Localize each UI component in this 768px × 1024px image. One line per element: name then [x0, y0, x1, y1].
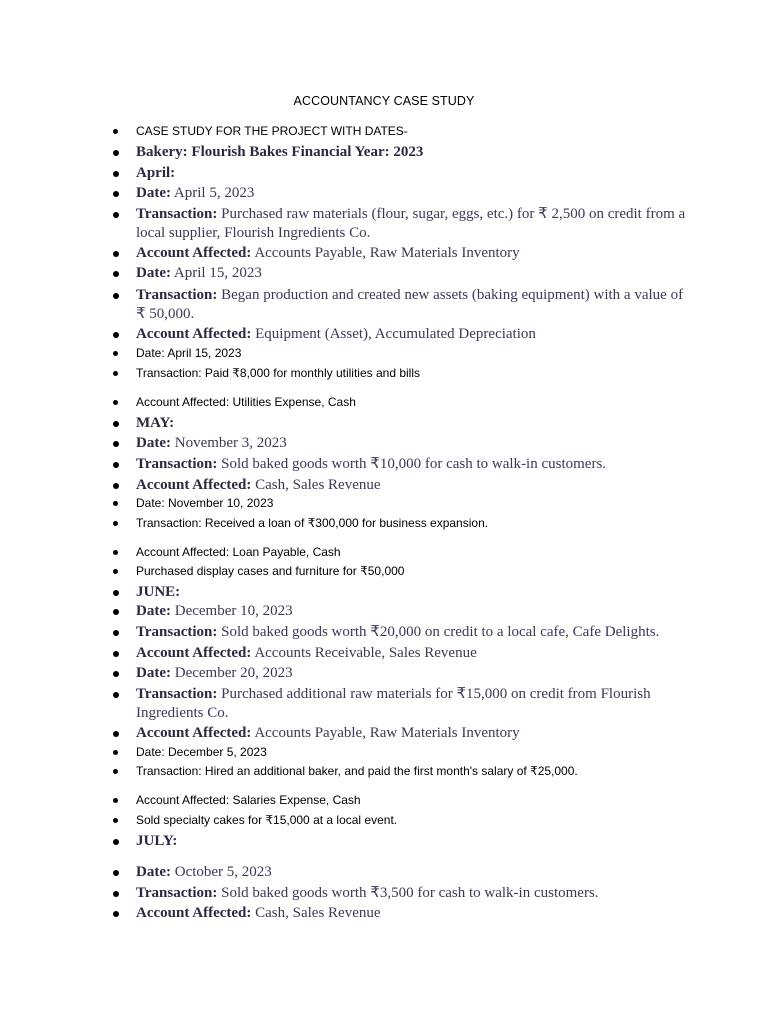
- list-item-label: Account Affected:: [136, 725, 252, 741]
- list-item-value: December 10, 2023: [170, 603, 293, 619]
- list-item-value: Sold baked goods worth ₹20,000 on credit to a local cafe, Cafe Delights.: [217, 624, 660, 640]
- bullet-icon: [113, 332, 119, 338]
- list-item-text: [136, 832, 696, 851]
- list-item-text: [136, 583, 696, 602]
- list-item-text: [136, 164, 696, 183]
- list-item-text: [136, 414, 696, 433]
- list-item-value: Date: April 15, 2023: [136, 346, 242, 360]
- bullet-icon: [113, 911, 119, 917]
- list-item-text: [136, 564, 696, 579]
- list-item-label: Date:: [136, 665, 171, 681]
- list-item-label: Account Affected:: [136, 326, 252, 342]
- list-item-value: Accounts Receivable, Sales Revenue: [251, 645, 477, 661]
- list-item-text: [136, 143, 696, 162]
- list-item-label: Transaction:: [136, 686, 218, 702]
- bullet-icon: [113, 293, 119, 299]
- list-item-value: Date: December 5, 2023: [136, 745, 267, 759]
- list-item-label: Transaction:: [136, 206, 218, 222]
- bullet-icon: [113, 251, 119, 257]
- list-item-label: Account Affected:: [136, 477, 252, 493]
- list-item-value: Purchased additional raw materials for ₹15,000 on credit from Flourish Ingredients Co.: [136, 686, 651, 721]
- list-item-value: Transaction: Hired an additional baker, and paid the first month's salary of ₹25,000.: [136, 764, 578, 778]
- list-item-label: Transaction:: [136, 885, 218, 901]
- list-item-text: [136, 863, 696, 882]
- list-item-value: Equipment (Asset), Accumulated Depreciation: [251, 326, 536, 342]
- list-item-value: Purchased display cases and furniture for ₹50,000: [136, 564, 405, 578]
- list-item-label: Transaction:: [136, 456, 218, 472]
- list-item-value: Sold baked goods worth ₹3,500 for cash to walk-in customers.: [217, 885, 599, 901]
- list-item-label: JULY:: [136, 833, 178, 849]
- bullet-icon: [113, 731, 119, 737]
- list-item-value: October 5, 2023: [170, 864, 272, 880]
- bullet-icon: [113, 798, 118, 803]
- list-item-value: Accounts Payable, Raw Materials Inventory: [251, 245, 520, 261]
- list-item-text: [136, 644, 696, 663]
- list-item-text: [136, 205, 696, 243]
- list-item-value: Cash, Sales Revenue: [251, 905, 381, 921]
- list-item-label: Date:: [136, 265, 171, 281]
- list-item-label: JUNE:: [136, 584, 181, 600]
- list-item-label: Date:: [136, 864, 171, 880]
- list-item-value: Transaction: Paid ₹8,000 for monthly utilities and bills: [136, 366, 420, 380]
- bullet-icon: [113, 870, 119, 876]
- list-item-text: [136, 184, 696, 203]
- bullet-icon: [113, 750, 118, 755]
- list-item-label: Date:: [136, 185, 171, 201]
- list-item-text: [136, 264, 696, 283]
- bullet-icon: [113, 271, 119, 277]
- list-item-text: [136, 602, 696, 621]
- bullet-icon: [113, 839, 119, 845]
- bullet-icon: [113, 891, 119, 897]
- list-item-label: Date:: [136, 435, 171, 451]
- bullet-icon: [113, 421, 119, 427]
- list-item-label: Account Affected:: [136, 245, 252, 261]
- list-item-text: [136, 516, 696, 531]
- list-item-value: Purchased raw materials (flour, sugar, eggs, etc.) for ₹ 2,500 on credit from a local supplier, Flourish Ingredients Co.: [136, 206, 686, 241]
- list-item-text: [136, 366, 696, 381]
- bullet-icon: [113, 150, 119, 156]
- list-item-text: [136, 476, 696, 495]
- list-item-text: [136, 545, 696, 560]
- list-item-label: Transaction:: [136, 624, 218, 640]
- list-item-label: April:: [136, 165, 176, 181]
- list-item-value: April 15, 2023: [170, 265, 262, 281]
- bullet-icon: [113, 171, 119, 177]
- list-item-text: [136, 395, 696, 410]
- list-item-value: Accounts Payable, Raw Materials Inventory: [251, 725, 520, 741]
- list-item-text: [136, 124, 696, 139]
- list-item-text: [136, 685, 696, 723]
- list-item-value: December 20, 2023: [170, 665, 293, 681]
- bullet-icon: [113, 590, 119, 596]
- list-item-text: [136, 745, 696, 760]
- list-item-value: Account Affected: Utilities Expense, Cash: [136, 395, 356, 409]
- list-item-value: CASE STUDY FOR THE PROJECT WITH DATES-: [136, 124, 408, 138]
- list-item-label: Account Affected:: [136, 645, 252, 661]
- bullet-icon: [113, 191, 119, 197]
- bullet-icon: [113, 550, 118, 555]
- list-item-text: [136, 904, 696, 923]
- list-item-label: Date:: [136, 603, 171, 619]
- list-item-value: Account Affected: Loan Payable, Cash: [136, 545, 341, 559]
- list-item-value: Sold specialty cakes for ₹15,000 at a local event.: [136, 813, 398, 827]
- bullet-icon: [113, 818, 118, 823]
- list-item-text: [136, 244, 696, 263]
- list-item-text: [136, 455, 696, 474]
- list-item-text: [136, 286, 696, 324]
- list-item-label: Bakery: Flourish Bakes Financial Year: 2023: [136, 144, 424, 160]
- bullet-icon: [113, 212, 119, 218]
- list-item-text: [136, 346, 696, 361]
- list-item-value: April 5, 2023: [170, 185, 255, 201]
- list-item-text: [136, 623, 696, 642]
- list-item-text: [136, 884, 696, 903]
- bullet-icon: [113, 521, 118, 526]
- bullet-icon: [113, 769, 118, 774]
- bullet-icon: [113, 671, 119, 677]
- bullet-icon: [113, 371, 118, 376]
- bullet-icon: [113, 483, 119, 489]
- bullet-icon: [113, 651, 119, 657]
- bullet-icon: [113, 400, 118, 405]
- bullet-icon: [113, 569, 118, 574]
- list-item-text: [136, 724, 696, 743]
- bullet-icon: [113, 462, 119, 468]
- list-item-label: Account Affected:: [136, 905, 252, 921]
- list-item-text: [136, 325, 696, 344]
- list-item-value: Sold baked goods worth ₹10,000 for cash to walk-in customers.: [217, 456, 607, 472]
- bullet-icon: [113, 609, 119, 615]
- bullet-icon: [113, 441, 119, 447]
- list-item-value: Cash, Sales Revenue: [251, 477, 381, 493]
- bullet-icon: [113, 692, 119, 698]
- list-item-text: [136, 496, 696, 511]
- list-item-text: [136, 813, 696, 828]
- bullet-icon: [113, 129, 118, 134]
- bullet-icon: [113, 351, 118, 356]
- document-title: ACCOUNTANCY CASE STUDY: [293, 94, 475, 108]
- bullet-icon: [113, 630, 119, 636]
- list-item-value: November 3, 2023: [170, 435, 287, 451]
- list-item-text: [136, 793, 696, 808]
- list-item-label: MAY:: [136, 415, 175, 431]
- list-item-text: [136, 764, 696, 779]
- list-item-label: Transaction:: [136, 287, 218, 303]
- list-item-value: Transaction: Received a loan of ₹300,000 for business expansion.: [136, 516, 489, 530]
- list-item-value: Account Affected: Salaries Expense, Cash: [136, 793, 361, 807]
- list-item-text: [136, 664, 696, 683]
- list-item-value: Date: November 10, 2023: [136, 496, 274, 510]
- list-item-text: [136, 434, 696, 453]
- list-item-value: Began production and created new assets (baking equipment) with a value of ₹ 50,000.: [136, 287, 684, 322]
- bullet-icon: [113, 501, 118, 506]
